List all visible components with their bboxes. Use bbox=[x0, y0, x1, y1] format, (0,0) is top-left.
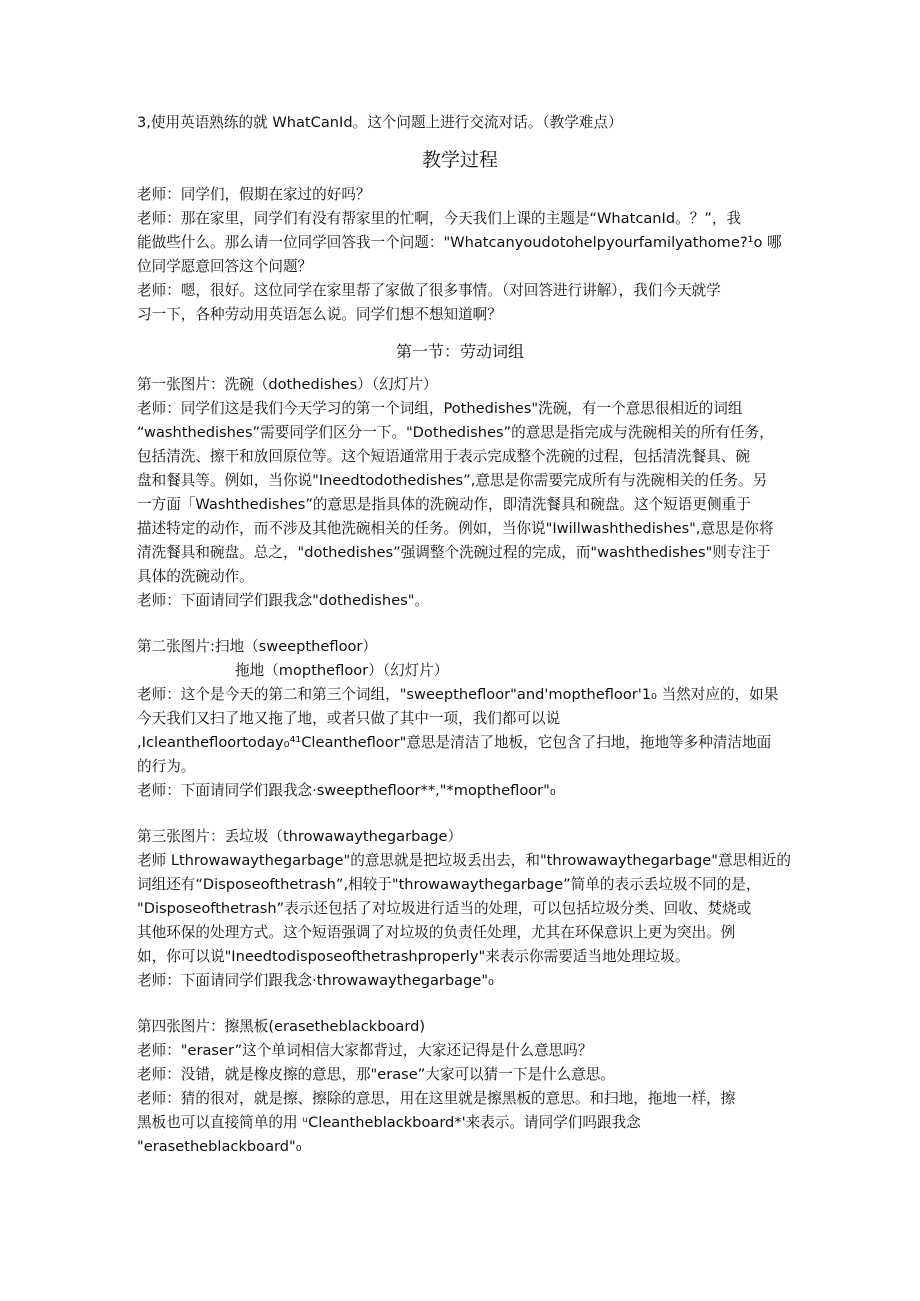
paragraph-line: 老师：猜的很对，就是擦、擦除的意思，用在这里就是擦黑板的意思。和扫地，拖地一样，擦 bbox=[137, 1090, 736, 1107]
section-heading: 第一节：劳动词组 bbox=[395, 342, 524, 361]
spacer bbox=[137, 993, 787, 1015]
paragraph-line: 今天我们又扫了地又拖了地，或者只做了其中一项，我们都可以说 bbox=[137, 710, 561, 727]
paragraph-line: 老师：下面请同学们跟我念·throwawaythegarbage"₀ bbox=[137, 972, 494, 989]
paragraph-line: 老师：同学们这是我们今天学习的第一个词组，Pothedishes"洗碗，有一个意思很相近的词组 bbox=[137, 400, 743, 417]
paragraph-line: 一方面「Washthedishes”的意思是指具体的洗碗动作，即清洗餐具和碗盘。这个短语更侧重于 bbox=[137, 496, 751, 513]
paragraph-line: 具体的洗碗动作。 bbox=[137, 568, 254, 585]
paragraph-line: 如，你可以说"Ineedtodisposeofthetrashproperly"来表示你需要适当地处理垃圾。 bbox=[137, 948, 690, 965]
paragraph-line: 老师：下面请同学们跟我念·sweepthefloor**,"*mopthefloor"₀ bbox=[137, 782, 556, 799]
paragraph-line: 老师 Lthrowawaythegarbage"的意思就是把垃圾丢出去，和"throwawaythegarbage"意思相近的 bbox=[137, 852, 791, 869]
paragraph-line: 黑板也可以直接简单的用 ᵘCleantheblackboard*'来表示。请同学们吗跟我念 bbox=[137, 1114, 641, 1131]
spacer bbox=[137, 613, 787, 635]
picture-1-block bbox=[137, 373, 787, 613]
paragraph-line: 老师：这个是今天的第二和第三个词组，"sweepthefloor"and'mopthefloor'1₀ 当然对应的，如果 bbox=[137, 686, 779, 703]
picture-4-block bbox=[137, 1015, 787, 1159]
paragraph-line: “washthedishes”需要同学们区分一下。"Dothedishes”的意思是指完成与洗碗相关的所有任务， bbox=[137, 424, 774, 441]
paragraph-line: "Disposeofthetrash”表示还包括了对垃圾进行适当的处理，可以包括垃圾分类、回收、焚烧或 bbox=[137, 900, 752, 917]
paragraph-line: 其他环保的处理方式。这个短语强调了对垃圾的负责任处理，尤其在环保意识上更为突出。例 bbox=[137, 924, 736, 941]
document-body bbox=[137, 111, 791, 1159]
paragraph-line: 盘和餐具等。例如，当你说"Ineedtodothedishes”,意思是你需要完成所有与洗碗相关的任务。另 bbox=[137, 472, 768, 489]
paragraph-line: "erasetheblackboard"₀ bbox=[137, 1138, 302, 1155]
picture-2-block bbox=[137, 635, 787, 803]
process-intro bbox=[137, 183, 787, 327]
picture-caption-continued: 拖地（mopthefloor）（幻灯片） bbox=[235, 662, 449, 679]
process-line: 老师：那在家里，同学们有没有帮家里的忙啊，今天我们上课的主题是“WhatcanId。？”，我 bbox=[137, 210, 742, 227]
process-line: 位同学愿意回答这个问题？ bbox=[137, 258, 313, 275]
process-line: 习一下，各种劳动用英语怎么说。同学们想不想知道啊？ bbox=[137, 306, 502, 323]
paragraph-line: 包括清洗、擦干和放回原位等。这个短语通常用于表示完成整个洗碗的过程，包括清洗餐具、碗 bbox=[137, 448, 750, 465]
process-line: 老师：同学们，假期在家过的好吗？ bbox=[137, 186, 371, 203]
objective-3: 3,使用英语熟练的就 WhatCanId。这个问题上进行交流对话。（教学难点） bbox=[137, 114, 623, 131]
paragraph-line: 清洗餐具和碗盘。总之，"dothedishes”强调整个洗碗过程的完成，而"washthedishes"则专注于 bbox=[137, 544, 771, 561]
process-line: 老师：嗯，很好。这位同学在家里帮了家做了很多事情。（对回答进行讲解），我们今天就学 bbox=[137, 282, 721, 299]
process-line: 能做些什么。那么请一位同学回答我一个问题："Whatcanyoudotohelpyourfamilyathome?¹o 哪 bbox=[137, 234, 782, 251]
paragraph-line: ,Icleanthefloortoday₀⁴¹Cleanthefloor"意思是清洁了地板，它包含了扫地，拖地等多种清洁地面 bbox=[137, 734, 772, 751]
picture-caption: 第二张图片:扫地（sweepthefloor） bbox=[137, 638, 378, 655]
paragraph-line: 老师：下面请同学们跟我念"dothedishes"。 bbox=[137, 592, 430, 609]
picture-caption: 第四张图片：擦黑板(erasetheblackboard) bbox=[137, 1018, 426, 1035]
paragraph-line: 老师："eraser”这个单词相信大家都背过，大家还记得是什么意思吗？ bbox=[137, 1042, 593, 1059]
paragraph-line: 描述特定的动作，而不涉及其他洗碗相关的任务。例如，当你说"Iwillwashthedishes",意思是你将 bbox=[137, 520, 774, 537]
picture-3-block bbox=[137, 825, 791, 993]
spacer bbox=[137, 803, 787, 825]
page-title: 教学过程 bbox=[421, 149, 498, 171]
paragraph-line: 词组还有“Disposeofthetrash”,相较于"throwawaythegarbage”简单的表示丢垃圾不同的是， bbox=[137, 876, 761, 893]
picture-caption: 第三张图片：丢垃圾（throwawaythegarbage） bbox=[137, 828, 463, 845]
picture-caption: 第一张图片：洗碗（dothedishes）（幻灯片） bbox=[137, 376, 438, 393]
paragraph-line: 老师：没错，就是橡皮擦的意思，那"erase”大家可以猜一下是什么意思。 bbox=[137, 1066, 615, 1083]
paragraph-line: 的行为。 bbox=[137, 758, 196, 775]
